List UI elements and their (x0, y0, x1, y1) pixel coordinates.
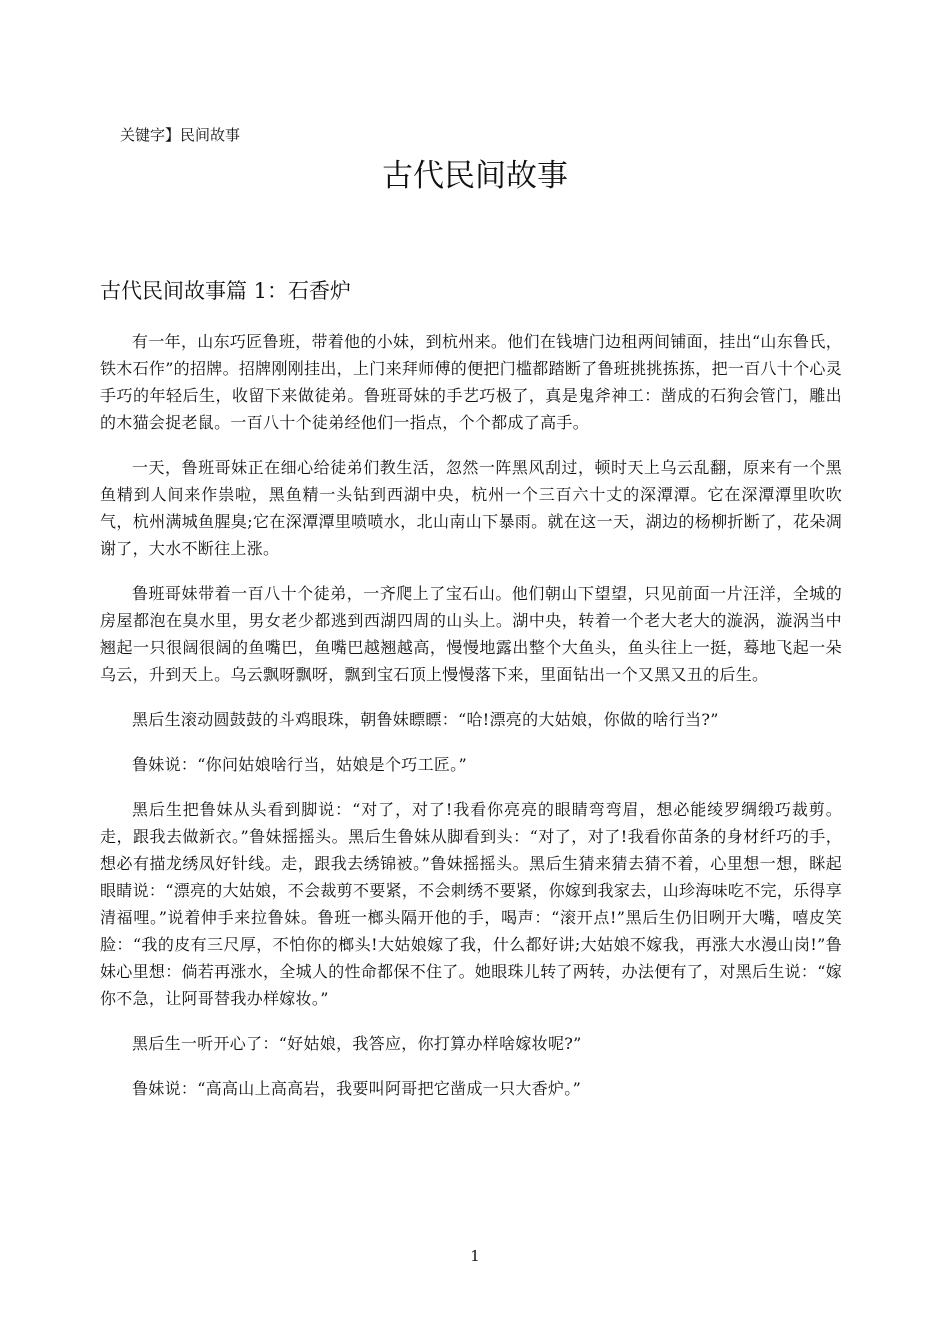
paragraph: 黑后生一听开心了：“好姑娘，我答应，你打算办样啥嫁妆呢?” (132, 1034, 582, 1053)
paragraph: 鲁班哥妹带着一百八十个徒弟，一齐爬上了宝石山。他们朝山下望望，只见前面一片汪洋，全城的房屋都泡在臭水里，男女老少都逃到西湖四周的山头上。湖中央，转着一个老大老大的漩涡，漩涡当中翘起一只很阔很阔的鱼嘴巴，鱼嘴巴越翘越高，慢慢地露出整个大鱼头，鱼头往上一挺，蓦地飞起一朵乌云，升到天上。乌云飘呀飘呀，飘到宝石顶上慢慢落下来，里面钻出一个又黑又丑的后生。 (100, 584, 842, 684)
paragraph: 鲁妹说：“高高山上高高岩，我要叫阿哥把它凿成一只大香炉。” (132, 1079, 582, 1098)
paragraph: 黑后生滚动圆鼓鼓的斗鸡眼珠，朝鲁妹瞟瞟：“哈!漂亮的大姑娘，你做的啥行当?” (132, 710, 719, 729)
story-body (100, 328, 842, 1120)
keyword-line: 关键字】民间故事 (120, 126, 241, 144)
document-title: 古代民间故事 (382, 158, 568, 194)
section-heading: 古代民间故事篇 1：石香炉 (100, 279, 352, 303)
paragraph: 一天，鲁班哥妹正在细心给徒弟们教生活，忽然一阵黑风刮过，顿时天上乌云乱翻，原来有一个黑鱼精到人间来作祟啦，黑鱼精一头钻到西湖中央，杭州一个三百六十丈的深潭潭。它在深潭潭里吹吹气，杭州满城鱼腥臭;它在深潭潭里喷喷水，北山南山下暴雨。就在这一天，湖边的杨柳折断了，花朵凋谢了，大水不断往上涨。 (100, 458, 842, 558)
paragraph: 有一年，山东巧匠鲁班，带着他的小妹，到杭州来。他们在钱塘门边租两间铺面，挂出“山东鲁氏，铁木石作”的招牌。招牌刚刚挂出，上门来拜师傅的便把门槛都踏断了鲁班挑挑拣拣，把一百八十个心灵手巧的年轻后生，收留下来做徒弟。鲁班哥妹的手艺巧极了，真是鬼斧神工：凿成的石狗会管门，雕出的木猫会捉老鼠。一百八十个徒弟经他们一指点，个个都成了高手。 (100, 332, 842, 432)
paragraph: 黑后生把鲁妹从头看到脚说：“对了，对了!我看你亮亮的眼睛弯弯眉，想必能绫罗绸缎巧裁剪。走，跟我去做新衣。”鲁妹摇摇头。黑后生鲁妹从脚看到头：“对了，对了!我看你苗条的身材纤巧的手，想必有描龙绣凤好针线。走，跟我去绣锦被。”鲁妹摇摇头。黑后生猜来猜去猜不着，心里想一想，眯起眼睛说：“漂亮的大姑娘，不会裁剪不要紧，不会刺绣不要紧，你嫁到我家去，山珍海味吃不完，乐得享清福哩。”说着伸手来拉鲁妹。鲁班一榔头隔开他的手，喝声：“滚开点!”黑后生仍旧咧开大嘴，嘻皮笑脸：“我的皮有三尺厚，不怕你的榔头!大姑娘嫁了我，什么都好讲;大姑娘不嫁我，再涨大水漫山岗!”鲁妹心里想：倘若再涨水，全城人的性命都保不住了。她眼珠儿转了两转，办法便有了，对黑后生说：“嫁你不急，让阿哥替我办样嫁妆。” (100, 800, 842, 1008)
page-number: 1 (470, 1247, 480, 1265)
paragraph: 鲁妹说：“你问姑娘啥行当，姑娘是个巧工匠。” (132, 755, 467, 774)
